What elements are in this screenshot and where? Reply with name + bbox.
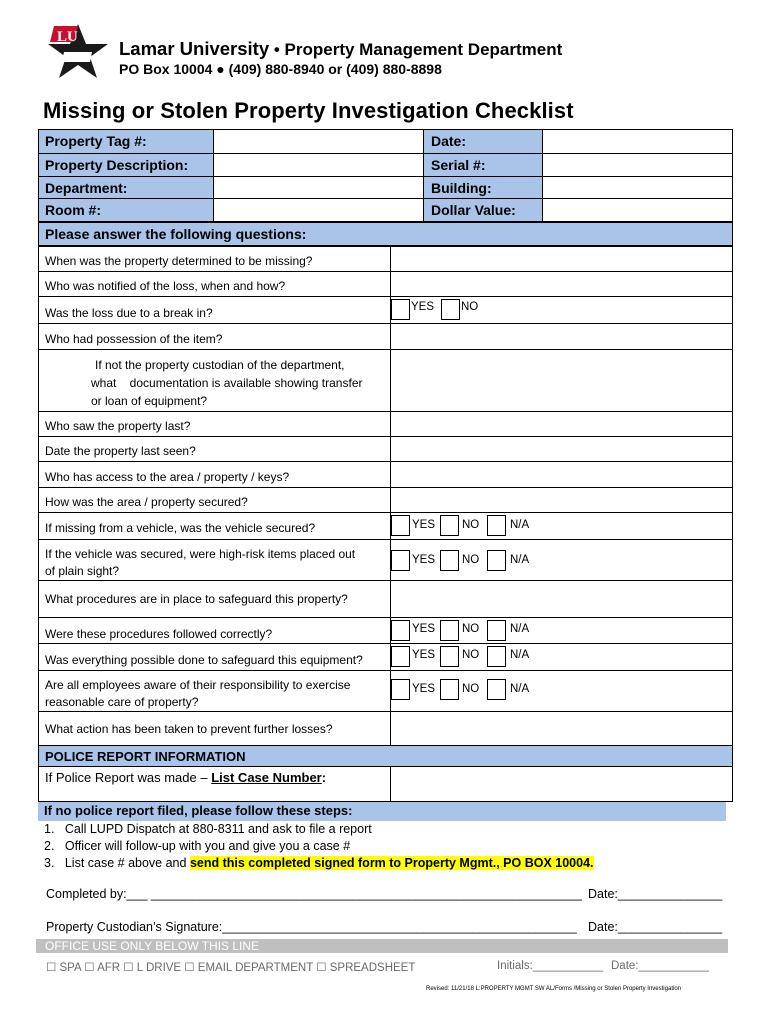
svg-text:LU: LU xyxy=(57,29,78,45)
question-row xyxy=(38,436,391,462)
building-input[interactable] xyxy=(542,176,733,199)
na-label: N/A xyxy=(510,683,530,695)
no-label: NO xyxy=(462,554,480,566)
dollar-value-label-cell xyxy=(423,198,543,222)
step-1: 1. Call LUPD Dispatch at 880-8311 and ask to file a report xyxy=(44,822,372,836)
no-checkbox[interactable] xyxy=(441,299,460,320)
question-text: reasonable care of property? xyxy=(45,695,199,709)
question-text: When was the property determined to be missing? xyxy=(45,254,313,268)
question-text: of plain sight? xyxy=(45,564,120,578)
question-row xyxy=(38,711,391,746)
answer-input[interactable] xyxy=(390,461,733,488)
answer-cell xyxy=(390,643,733,671)
building-label-cell xyxy=(423,176,543,199)
question-row xyxy=(38,487,391,513)
case-number-colon: : xyxy=(321,770,327,785)
police-report-header xyxy=(38,745,733,767)
no-label: NO xyxy=(462,683,480,695)
question-text: What action has been taken to prevent further losses? xyxy=(45,722,333,736)
case-number-input[interactable] xyxy=(390,766,733,802)
no-label: NO xyxy=(462,623,480,635)
answer-input[interactable] xyxy=(390,349,733,412)
yes-label: YES xyxy=(412,683,436,695)
yes-checkbox[interactable] xyxy=(391,646,410,667)
na-checkbox[interactable] xyxy=(487,620,506,641)
no-label: NO xyxy=(461,301,479,313)
custodian-signature-line[interactable]: Property Custodian’s Signature:___________________________________________________ xyxy=(46,920,577,934)
steps-header xyxy=(38,802,726,821)
na-label: N/A xyxy=(510,554,530,566)
serial-label-cell xyxy=(423,153,543,177)
steps-header-text: If no police report filed, please follow these steps: xyxy=(44,803,353,818)
police-report-row xyxy=(38,766,391,802)
question-row xyxy=(38,617,391,644)
department-name: Property Management Department xyxy=(284,40,563,59)
question-text: If missing from a vehicle, was the vehicle secured? xyxy=(45,521,316,535)
yes-checkbox[interactable] xyxy=(391,679,410,700)
department-input[interactable] xyxy=(213,176,424,199)
no-checkbox[interactable] xyxy=(440,679,459,700)
question-text: Who saw the property last? xyxy=(45,419,191,433)
questions-header-text: Please answer the following questions: xyxy=(45,226,307,242)
property-description-input[interactable] xyxy=(213,153,424,177)
serial-input[interactable] xyxy=(542,153,733,177)
answer-cell xyxy=(390,296,733,324)
no-checkbox[interactable] xyxy=(440,515,459,536)
question-row xyxy=(38,296,391,324)
office-use-options: ☐ SPA ☐ AFR ☐ L DRIVE ☐ EMAIL DEPARTMENT ☐ SPREADSHEET xyxy=(46,962,416,974)
na-checkbox[interactable] xyxy=(487,646,506,667)
no-label: NO xyxy=(462,519,480,531)
question-row xyxy=(38,411,391,437)
lamar-university-logo xyxy=(44,22,112,86)
answer-input[interactable] xyxy=(390,487,733,513)
date-line-1[interactable]: Date:_______________ xyxy=(588,887,723,901)
answer-cell xyxy=(390,539,733,581)
header-line-1 xyxy=(119,38,562,60)
question-row xyxy=(38,670,391,712)
question-row xyxy=(38,349,391,412)
yes-checkbox[interactable] xyxy=(391,515,410,536)
answer-input[interactable] xyxy=(390,436,733,462)
na-checkbox[interactable] xyxy=(487,515,506,536)
police-prompt-text: If Police Report was made – xyxy=(45,770,212,785)
question-text: or loan of equipment? xyxy=(91,394,208,408)
na-checkbox[interactable] xyxy=(487,550,506,571)
question-text: If the vehicle was secured, were high-risk items placed out xyxy=(45,547,356,561)
university-name: Lamar University xyxy=(119,38,270,59)
step-3 xyxy=(44,856,594,870)
na-label: N/A xyxy=(510,623,530,635)
date-line-2[interactable]: Date:_______________ xyxy=(588,920,723,934)
na-label: N/A xyxy=(510,519,530,531)
question-text: What procedures are in place to safeguard this property? xyxy=(45,592,348,606)
case-number-label: List Case Number xyxy=(211,770,322,785)
property-description-label-cell xyxy=(38,153,214,177)
property-tag-label: Property Tag #: xyxy=(45,133,147,149)
property-tag-label-cell xyxy=(38,129,214,154)
revision-note: Revised: 11/21/18 L:PROPERTY MGMT SW AL/Forms /Missing or Stolen Property Investigation xyxy=(426,986,681,992)
question-row xyxy=(38,271,391,297)
answer-cell xyxy=(390,670,733,712)
room-input[interactable] xyxy=(213,198,424,222)
answer-input[interactable] xyxy=(390,246,733,272)
completed-by-line[interactable]: Completed by:___ ______________________________________________________________ xyxy=(46,887,582,901)
date-input[interactable] xyxy=(542,129,733,154)
property-description-label: Property Description: xyxy=(45,157,189,173)
question-text: Date the property last seen? xyxy=(45,444,196,458)
dollar-value-label: Dollar Value: xyxy=(431,202,516,218)
question-text: If not the property custodian of the department, xyxy=(95,358,345,372)
answer-input[interactable] xyxy=(390,711,733,746)
office-initials: Initials:___________ xyxy=(497,960,604,972)
department-label-cell xyxy=(38,176,214,199)
room-label-cell xyxy=(38,198,214,222)
page-title: Missing or Stolen Property Investigation Checklist xyxy=(43,98,574,123)
question-text: Were these procedures followed correctly? xyxy=(45,627,273,641)
question-text: Was everything possible done to safeguard this equipment? xyxy=(45,653,363,667)
step-3-text: 3. List case # above and xyxy=(44,856,190,870)
question-text: Who has access to the area / property / keys? xyxy=(45,470,290,484)
answer-cell xyxy=(390,512,733,540)
yes-checkbox[interactable] xyxy=(391,620,410,641)
police-report-header-text: POLICE REPORT INFORMATION xyxy=(45,749,246,764)
question-row xyxy=(38,539,391,581)
room-label: Room #: xyxy=(45,202,101,218)
header-bullet: • xyxy=(273,40,280,59)
question-row xyxy=(38,580,391,618)
property-tag-input[interactable] xyxy=(213,129,424,154)
date-label-cell xyxy=(423,129,543,154)
no-label: NO xyxy=(462,649,480,661)
question-row xyxy=(38,643,391,671)
yes-label: YES xyxy=(411,301,435,313)
question-text: How was the area / property secured? xyxy=(45,495,248,509)
serial-label: Serial #: xyxy=(431,157,486,173)
question-row xyxy=(38,323,391,350)
date-label: Date: xyxy=(431,133,467,149)
na-label: N/A xyxy=(510,649,530,661)
office-use-banner: OFFICE USE ONLY BELOW THIS LINE xyxy=(36,939,728,953)
answer-cell xyxy=(390,617,733,644)
no-checkbox[interactable] xyxy=(440,620,459,641)
yes-checkbox[interactable] xyxy=(391,299,410,320)
question-row xyxy=(38,246,391,272)
yes-checkbox[interactable] xyxy=(391,550,410,571)
answer-input[interactable] xyxy=(390,323,733,350)
questions-header xyxy=(38,222,733,246)
answer-input[interactable] xyxy=(390,411,733,437)
question-text: Are all employees aware of their responsibility to exercise xyxy=(45,678,351,692)
yes-label: YES xyxy=(412,623,436,635)
police-report-prompt xyxy=(45,770,326,785)
yes-label: YES xyxy=(412,554,436,566)
question-row xyxy=(38,512,391,540)
question-text: Who had possession of the item? xyxy=(45,332,223,346)
answer-input[interactable] xyxy=(390,580,733,618)
header-contact: PO Box 10004 ● (409) 880-8940 or (409) 880-8898 xyxy=(119,61,442,77)
office-date: Date:___________ xyxy=(611,960,709,972)
na-checkbox[interactable] xyxy=(487,679,506,700)
step-3-highlight: send this completed signed form to Property Mgmt., PO BOX 10004. xyxy=(189,856,594,870)
answer-input[interactable] xyxy=(390,271,733,297)
no-checkbox[interactable] xyxy=(440,550,459,571)
department-label: Department: xyxy=(45,180,128,196)
building-label: Building: xyxy=(431,180,492,196)
dollar-value-input[interactable] xyxy=(542,198,733,222)
question-text: Who was notified of the loss, when and how? xyxy=(45,279,286,293)
question-text: Was the loss due to a break in? xyxy=(45,306,213,320)
question-text: what documentation is available showing transfer xyxy=(91,376,363,390)
step-2: 2. Officer will follow-up with you and give you a case # xyxy=(44,839,351,853)
no-checkbox[interactable] xyxy=(440,646,459,667)
question-row xyxy=(38,461,391,488)
yes-label: YES xyxy=(412,519,436,531)
yes-label: YES xyxy=(412,649,436,661)
